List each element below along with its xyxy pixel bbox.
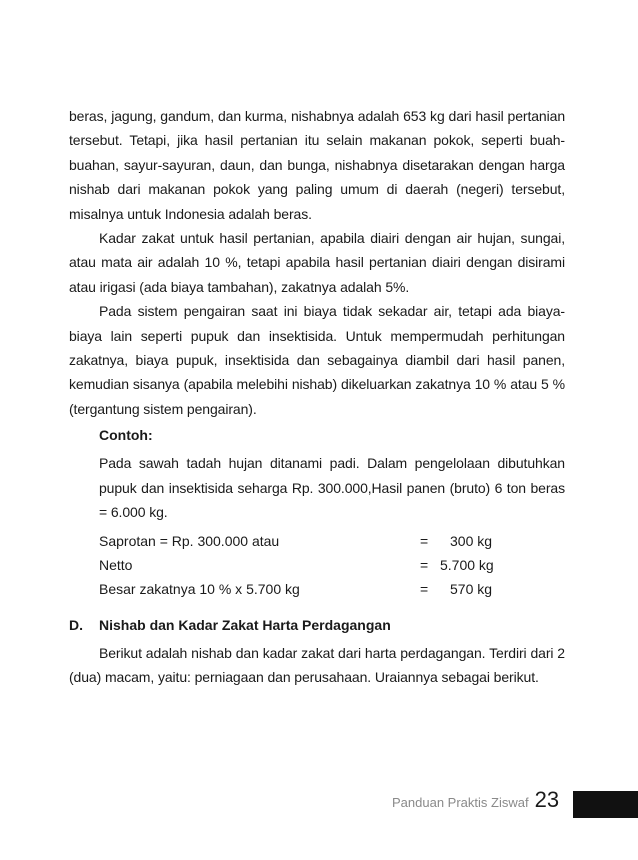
calculation-equals: = xyxy=(420,556,429,573)
calculation-value: 570 kg xyxy=(450,580,493,597)
example-heading: Contoh: xyxy=(99,427,153,444)
example-block xyxy=(99,451,565,524)
paragraph-kadar-zakat: Kadar zakat untuk hasil pertanian, apabila diairi dengan air hujan, sungai, atau mata air adalah 10 %, tetapi apabila hasil pertanian diairi dengan disirami atau irigasi (ada biaya tambahan), zakatnya adalah 5%. xyxy=(69,230,565,295)
calculation-row xyxy=(99,577,565,601)
footer-decorative-bar xyxy=(573,791,638,818)
calculation-row xyxy=(99,529,565,553)
page-number: 23 xyxy=(534,787,560,812)
section-body: Berikut adalah nishab dan kadar zakat dari harta perdagangan. Terdiri dari 2 (dua) macam, yaitu: perniagaan dan perusahaan. Uraiannya sebagai berikut. xyxy=(69,644,565,685)
calculation-label: Saprotan = Rp. 300.000 atau xyxy=(99,532,280,549)
paragraph-nishab-pertanian: beras, jagung, gandum, dan kurma, nishabnya adalah 653 kg dari hasil pertanian tersebut. Tetapi, jika hasil pertanian itu selain makanan pokok, seperti buah-buahan, sayur-sayuran, daun, dan bunga, nishabnya disetarakan dengan harga nishab dari makanan pokok yang paling umum di daerah (negeri) tersebut, misalnya untuk Indonesia adalah beras. xyxy=(69,108,565,222)
footer-book-title: Panduan Praktis Ziswaf xyxy=(392,795,529,810)
section-title: Nishab dan Kadar Zakat Harta Perdagangan xyxy=(99,616,391,633)
calculation-label: Besar zakatnya 10 % x 5.700 kg xyxy=(99,580,300,597)
section-letter: D. xyxy=(69,616,83,633)
page-content xyxy=(69,104,565,689)
calculation-table xyxy=(99,529,565,601)
paragraph-sistem-pengairan: Pada sistem pengairan saat ini biaya tidak sekadar air, tetapi ada biaya-biaya lain seperti pupuk dan insektisida. Untuk mempermudah perhitungan zakatnya, biaya pupuk, insektisida dan sebagainya diambil dari hasil panen, kemudian sisanya (apabila melebihi nishab) dikeluarkan zakatnya 10 % atau 5 % (tergantung sistem pengairan). xyxy=(69,303,565,417)
calculation-equals: = xyxy=(420,532,429,549)
calculation-label: Netto xyxy=(99,556,133,573)
section-heading xyxy=(69,613,565,637)
calculation-equals: = xyxy=(420,580,429,597)
page-footer xyxy=(392,787,559,817)
calculation-value: 5.700 kg xyxy=(440,556,494,573)
calculation-row xyxy=(99,553,565,577)
example-body-text: Pada sawah tadah hujan ditanami padi. Dalam pengelolaan dibutuhkan pupuk dan insektisida seharga Rp. 300.000,Hasil panen (bruto) 6 ton beras = 6.000 kg. xyxy=(99,455,565,521)
calculation-value: 300 kg xyxy=(450,532,493,549)
